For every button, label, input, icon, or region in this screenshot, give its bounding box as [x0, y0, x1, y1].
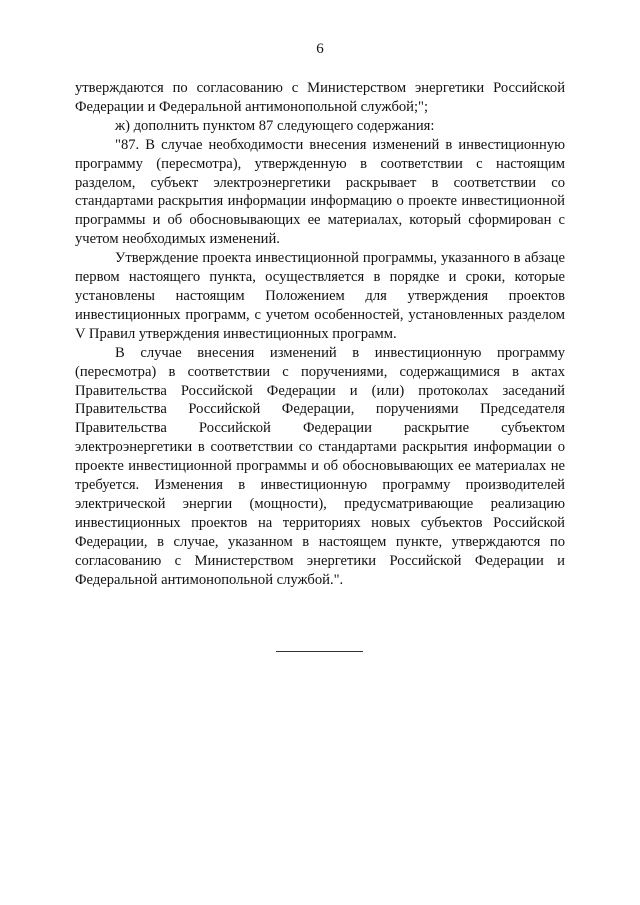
paragraph-exception: В случае внесения изменений в инвестиционную программу (пересмотра) в соответствии с поручениями, содержащимися в актах Правительства Российской Федерации и (или) протоколах заседаний Правительства Российской Федерации, поручениями Председателя Правительства Российской Федерации раскрытие субъектом электроэнергетики в соответствии со стандартами раскрытия информации о проекте инвестиционной программы и об обосновывающих ее материалах не требуется. Изменения в инвестиционную программу производителей электрической энергии (мощности), предусматривающие реализацию инвестиционных проектов на территориях новых субъектов Российской Федерации, в случае, указанном в настоящем пункте, утверждаются по согласованию с Министерством энергетики Российской Федерации и Федеральной антимонопольной службой.".	[75, 344, 565, 588]
paragraph-continuation: утверждаются по согласованию с Министерством энергетики Российской Федерации и Федеральной антимонопольной службой;";	[75, 80, 565, 115]
paragraph-clause-87: "87. В случае необходимости внесения изменений в инвестиционную программу (пересмотра), утвержденную в соответствии с настоящим разделом, субъект электроэнергетики раскрывает в соответствии со стандартами раскрытия информации информацию о проекте инвестиционной программы и об обосновывающих ее материалах, который сформирован с учетом необходимых изменений.	[75, 136, 565, 248]
paragraph-amendment-item: ж) дополнить пунктом 87 следующего содержания:	[115, 117, 435, 134]
document-body	[75, 79, 565, 589]
end-separator-line	[276, 651, 363, 652]
page-number: 6	[316, 41, 324, 57]
paragraph-approval: Утверждение проекта инвестиционной программы, указанного в абзаце первом настоящего пункта, осуществляется в порядке и сроки, которые установлены настоящим Положением для утверждения проектов инвестиционных программ, с учетом особенностей, установленных разделом V Правил утверждения инвестиционных программ.	[75, 250, 565, 342]
